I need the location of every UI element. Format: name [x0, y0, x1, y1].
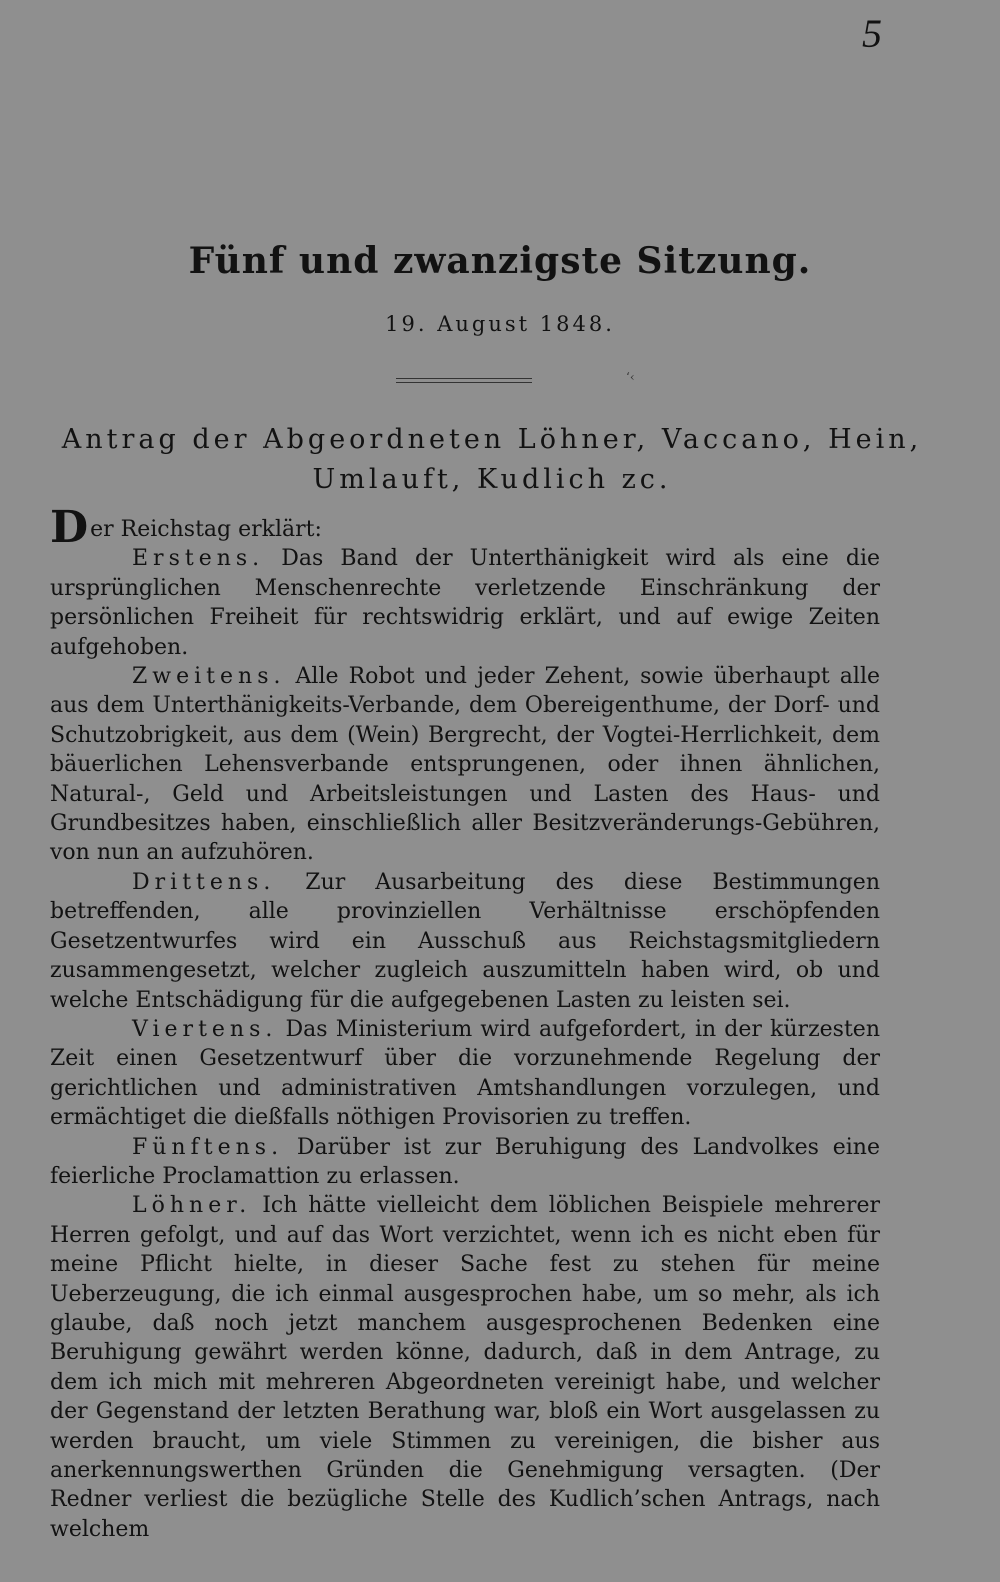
intro-line	[50, 502, 880, 553]
paragraph-erstens	[50, 544, 880, 662]
intro-text: er Reichstag erklärt:	[90, 517, 322, 542]
page-title: Fünf und zwanzigste Sitzung.	[188, 240, 812, 282]
paragraph-text: Darüber ist zur Beruhigung des Landvolkes eine feierliche Proclamattion zu erlassen.	[50, 1134, 880, 1189]
paragraph-zweitens	[50, 662, 880, 868]
paragraph-text: Das Ministerium wird aufgefordert, in der kürzesten Zeit einen Gesetzentwurf über die vorzunehmende Regelung der gerichtlichen und administrativen Amtshandlungen vorzulegen, und ermächtiget die dießfalls nöthigen Provisorien zu treffen.	[50, 1016, 880, 1131]
paragraph-lead: Viertens.	[132, 1016, 278, 1042]
paragraph-text: Zur Ausarbeitung des diese Bestimmungen betreffenden, alle provinziellen Verhältnisse erschöpfenden Gesetzentwurfes wird ein Ausschuß aus Reichstagsmitgliedern zusammengesetzt, welcher zugleich auszumitteln haben wird, ob und welche Entschädigung für die aufgegebenen Lasten zu leisten sei.	[50, 869, 880, 1013]
paragraph-lead: Drittens.	[132, 869, 276, 895]
divider-rule	[396, 378, 532, 383]
motion-heading	[52, 420, 932, 500]
paragraph-lead: Fünftens.	[132, 1134, 284, 1160]
paragraph-viertens	[50, 1015, 880, 1133]
paragraph-text: Alle Robot und jeder Zehent, sowie überhaupt alle aus dem Unterthänigkeits-Verbande, dem Obereigenthume, der Dorf- und Schutzobrigkeit, aus dem (Wein) Bergrecht, der Vogtei-Herrlichkeit, dem bäuerlichen Lehensverbande entsprungenen, oder ihnen ähnlichen, Natural-, Geld und Arbeitsleistungen und Lasten des Haus- und Grundbesitzes haben, einschließlich aller Besitzveränderungs-Gebühren, von nun an aufzuhören.	[50, 664, 880, 866]
drop-cap: D	[50, 502, 89, 553]
print-speck: ‘‹	[626, 370, 635, 384]
paragraph-fuenftens	[50, 1133, 880, 1192]
motion-heading-line-1: Antrag der Abgeordneten Löhner, Vaccano, Hein,	[61, 424, 923, 455]
paragraph-loehner-speech	[50, 1191, 880, 1544]
paragraph-text: Das Band der Unterthänigkeit wird als eine die ursprünglichen Menschenrechte verletzende Einschränkung der persönlichen Freiheit für rechtswidrig erklärt, und auf ewige Zeiten aufgehoben.	[50, 546, 880, 660]
body-text	[50, 502, 880, 1544]
speaker-name: Löhner.	[132, 1193, 252, 1219]
page-number: 5	[862, 11, 882, 56]
motion-heading-line-2: Umlauft, Kudlich zc.	[312, 464, 672, 495]
session-date: 19. August 1848.	[385, 312, 615, 336]
paragraph-lead: Zweitens.	[132, 664, 286, 690]
paragraph-lead: Erstens.	[132, 546, 265, 572]
paragraph-drittens	[50, 868, 880, 1015]
speech-text: Ich hätte vielleicht dem löblichen Beispiele mehrerer Herren gefolgt, und auf das Wort verzichtet, wenn ich es nicht eben für meine Pflicht hielte, in dieser Sache fest zu stehen für meine Ueberzeugung, die ich einmal ausgesprochen habe, um so mehr, als ich glaube, daß noch jetzt manchem ausgesprochenen Bedenken eine Beruhigung gewährt werden könne, dadurch, daß in dem Antrage, zu dem ich mich mit mehreren Abgeordneten vereinigt habe, und welcher der Gegenstand der letzten Berathung war, bloß ein Wort ausgelassen zu werden braucht, um viele Stimmen zu vereinigen, die bisher aus anerkennungswerthen Gründen die Genehmigung versagten. (Der Redner verliest die bezügliche Stelle des Kudlich’schen Antrags, nach welchem	[50, 1193, 880, 1542]
